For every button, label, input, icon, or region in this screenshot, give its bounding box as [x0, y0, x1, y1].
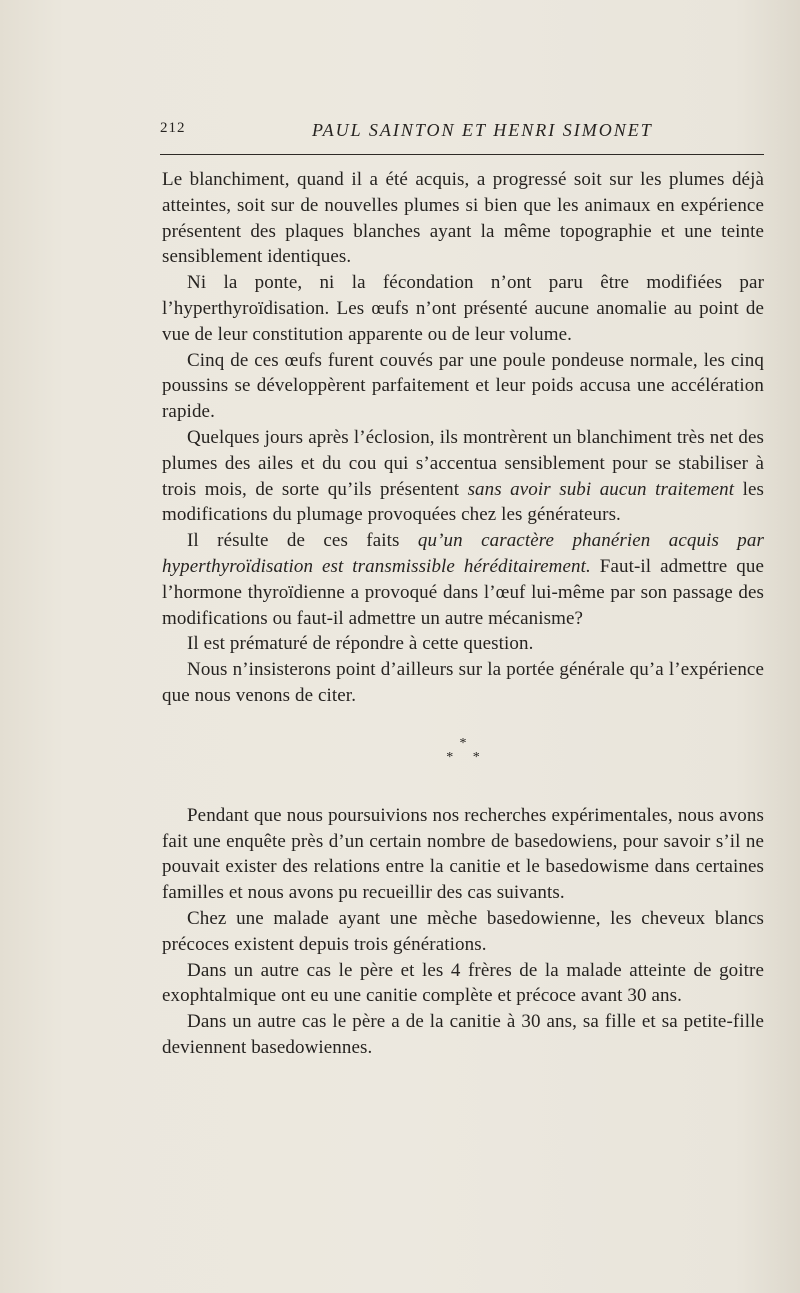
running-head: PAUL SAINTON ET HENRI SIMONET [312, 120, 653, 140]
asterism-top: * [459, 735, 467, 751]
paragraph: Dans un autre cas le père et les 4 frères de la malade atteinte de goitre exophtalmique ont eu une canitie complète et précoce avant 30 ans. [162, 959, 764, 1007]
page-header [160, 120, 764, 150]
asterism-bottom: * * [446, 749, 488, 765]
paragraph: Nous n’insisterons point d’ailleurs sur la portée générale qu’a l’expérience que nous venons de citer. [162, 659, 764, 706]
paragraph: Le blanchiment, quand il a été acquis, a progressé soit sur les plumes déjà atteintes, soit sur de nouvelles plumes si bien que les animaux en expérience présentent des plaques blanches ayant la même topographie et une teinte sensiblement identiques. [162, 169, 764, 268]
paragraph [162, 425, 764, 528]
text-run: Faut-il admettre que l’hormone thyroïdienne a provoqué dans l’œuf lui-même par son passage des modifications ou faut-il admettre un autre mécanisme? [162, 555, 764, 629]
paragraph: Pendant que nous poursuivions nos recherches expérimentales, nous avons fait une enquête près d’un certain nombre de basedowiens, pour savoir s’il ne pouvait exister des relations entre la canitie et le basedowisme dans certaines familles et nous avons pu recueillir des cas suivants. [162, 804, 764, 904]
text-run: les modifications du plumage provoquées chez les générateurs. [162, 478, 765, 526]
emphasis: qu’un caractère phanérien acquis par hyperthyroïdisation est transmissible héréditairement. [162, 530, 765, 577]
paragraph: Dans un autre cas le père a de la canitie à 30 ans, sa fille et sa petite-fille deviennent basedowiennes. [162, 1011, 764, 1058]
header-rule [160, 154, 764, 155]
paragraph: Ni la ponte, ni la fécondation n’ont paru être modifiées par l’hyperthyroïdisation. Les œufs n’ont présenté aucune anomalie au point de vue de leur constitution apparente ou de leur volume. [162, 272, 764, 345]
text-run: Quelques jours après l’éclosion, ils montrèrent un blanchiment très net des plumes des ailes et du cou qui s’accentua sensiblement pour se stabiliser à trois mois, de sorte qu’ils présentent [162, 426, 764, 500]
paragraph [162, 528, 764, 631]
paragraph: Chez une malade ayant une mèche basedowienne, les cheveux blancs précoces existent depuis trois générations. [162, 907, 764, 955]
text-run: Il résulte de ces faits [187, 530, 418, 552]
paragraph: Il est prématuré de répondre à cette question. [187, 633, 534, 655]
emphasis: sans avoir subi aucun traitement [467, 478, 735, 500]
section-ornament [162, 737, 764, 775]
page-number: 212 [160, 120, 186, 136]
paragraph: Cinq de ces œufs furent couvés par une poule pondeuse normale, les cinq poussins se développèrent parfaitement et leur poids accusa une accélération rapide. [162, 349, 764, 423]
body-text [162, 167, 764, 1061]
